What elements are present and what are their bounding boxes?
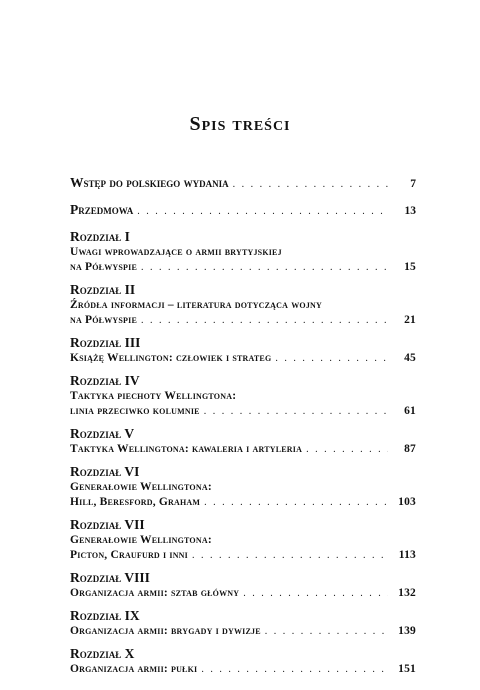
chapter-heading: Rozdział I [70,229,130,244]
toc-page-number: 139 [398,625,416,637]
dot-leader [204,495,388,510]
dot-leader [306,442,388,457]
dot-leader [141,313,388,328]
toc-page-number: 13 [404,205,416,217]
chapter-title-line: Taktyka Wellingtona: kawaleria i artyleria [70,443,303,455]
dot-leader [141,260,388,275]
toc-entry-chapter-9 [70,608,416,639]
toc-entry-chapter-6 [70,464,416,510]
toc-line [70,260,416,275]
toc-entry-intro [70,175,416,193]
chapter-title-line: na Półwyspie [70,261,137,273]
chapter-heading: Rozdział IV [70,373,140,388]
toc-line [70,175,416,193]
chapter-title-line: na Półwyspie [70,314,137,326]
chapter-heading: Rozdział III [70,335,141,350]
chapter-title-line: Generałowie Wellingtona: [70,534,212,546]
toc-line [70,662,416,677]
chapter-heading: Rozdział V [70,426,135,441]
toc-entry-preface [70,202,416,220]
chapter-heading: Rozdział VII [70,517,145,532]
dot-leader [233,177,388,193]
dot-leader [204,404,388,419]
chapter-heading: Rozdział II [70,282,136,297]
toc-page-number: 87 [404,443,416,455]
chapter-heading: Rozdział X [70,646,135,661]
toc-entry-chapter-5 [70,426,416,457]
dot-leader [201,662,388,677]
toc-line [70,586,416,601]
toc-entry-chapter-7 [70,517,416,563]
chapter-title-line: linia przeciwko kolumnie [70,405,200,417]
chapter-title-line: Picton, Craufurd i inni [70,549,188,561]
chapter-title-line: Organizacja armii: sztab główny [70,587,240,599]
toc-entry-chapter-2 [70,282,416,328]
toc-page-number: 61 [404,405,416,417]
dot-leader [137,204,388,220]
chapter-title-line: Organizacja armii: brygady i dywizje [70,625,261,637]
chapter-title-line: Taktyka piechoty Wellingtona: [70,390,237,402]
dot-leader [243,586,388,601]
dot-leader [275,351,388,366]
toc-entry-chapter-10 [70,646,416,677]
toc-page-number: 7 [410,178,416,190]
toc-page-number: 132 [398,587,416,599]
chapter-heading: Rozdział VI [70,464,140,479]
chapter-heading: Rozdział IX [70,608,140,623]
toc-line [70,313,416,328]
chapter-heading: Rozdział VIII [70,570,150,585]
toc-line [70,495,416,510]
chapter-title-line: Uwagi wprowadzające o armii brytyjskiej [70,246,282,258]
toc-page-number: 45 [404,352,416,364]
chapter-title-line: Książę Wellington: człowiek i strateg [70,352,272,364]
toc-heading: Wstęp do polskiego wydania [70,175,229,190]
dot-leader [265,624,388,639]
toc-line [70,202,416,220]
page-title: Spis treści [189,113,291,135]
toc-entry-chapter-3 [70,335,416,366]
toc-page-number: 151 [398,663,416,675]
toc-entry-chapter-1 [70,229,416,275]
dot-leader [192,548,388,563]
toc-line [70,548,416,563]
toc-line [70,404,416,419]
toc-heading: Przedmowa [70,202,134,217]
toc-page-number: 103 [398,496,416,508]
chapter-title-line: Źródła informacji – literatura dotycząca wojny [70,299,322,311]
toc-line [70,442,416,457]
chapter-title-line: Organizacja armii: pułki [70,663,198,675]
toc-page-number: 15 [404,261,416,273]
toc-page-number: 113 [398,549,416,561]
toc-page-number: 21 [404,314,416,326]
chapter-title-line: Hill, Beresford, Graham [70,496,201,508]
toc-entry-chapter-8 [70,570,416,601]
chapter-title-line: Generałowie Wellingtona: [70,481,212,493]
table-of-contents [70,175,416,684]
toc-line [70,351,416,366]
toc-line [70,624,416,639]
toc-entry-chapter-4 [70,373,416,419]
